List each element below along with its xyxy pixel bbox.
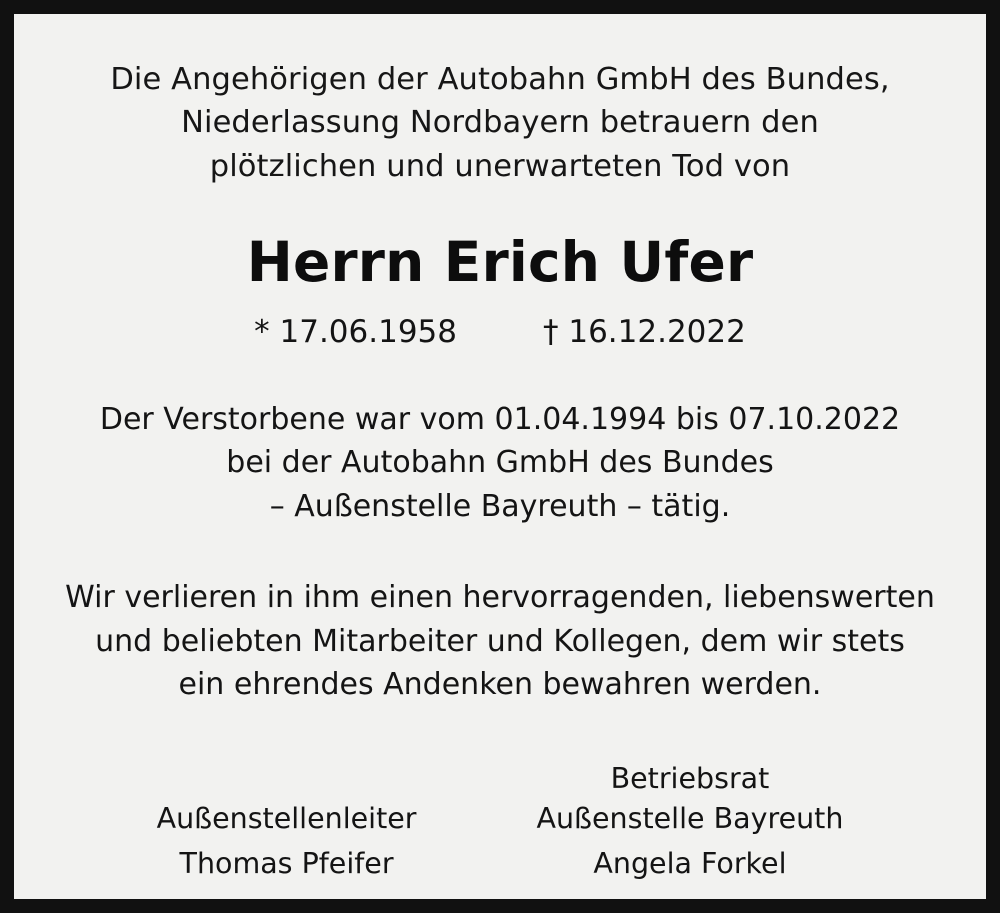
- service-text: [100, 398, 900, 529]
- signature-right: [537, 759, 844, 884]
- signature-left: [157, 762, 417, 884]
- memorial-text: [65, 576, 935, 707]
- signature-right-name: Angela Forkel: [593, 846, 787, 880]
- intro-text: [110, 58, 889, 188]
- signature-left-name: Thomas Pfeifer: [179, 846, 394, 880]
- signature-left-spacer: [157, 762, 417, 799]
- intro-line-2: Niederlassung Nordbayern betrauern den: [181, 105, 819, 141]
- life-dates: [254, 314, 746, 350]
- memorial-line-3: ein ehrendes Andenken bewahren werden.: [178, 667, 822, 703]
- memorial-line-2: und beliebten Mitarbeiter und Kollegen, dem wir stets: [95, 623, 905, 659]
- intro-line-1: Die Angehörigen der Autobahn GmbH des Bundes,: [110, 62, 890, 97]
- signature-right-role-line-2: Außenstelle Bayreuth: [536, 802, 844, 836]
- deceased-name: Herrn Erich Ufer: [246, 229, 754, 294]
- service-line-3: – Außenstelle Bayreuth – tätig.: [269, 488, 731, 524]
- signature-area: [48, 759, 952, 884]
- intro-line-3: plötzlichen und unerwarteten Tod von: [209, 148, 791, 184]
- signature-left-role: Außenstellenleiter: [156, 802, 417, 836]
- signature-right-role-line-1: Betriebsrat: [610, 761, 770, 795]
- service-line-1: Der Verstorbene war vom 01.04.1994 bis 07.10.2022: [99, 401, 901, 437]
- death-date: † 16.12.2022: [543, 313, 746, 350]
- service-line-2: bei der Autobahn GmbH des Bundes: [226, 445, 774, 481]
- birth-date: * 17.06.1958: [254, 313, 457, 350]
- memorial-line-1: Wir verlieren in ihm einen hervorragenden, liebenswerten: [65, 580, 935, 616]
